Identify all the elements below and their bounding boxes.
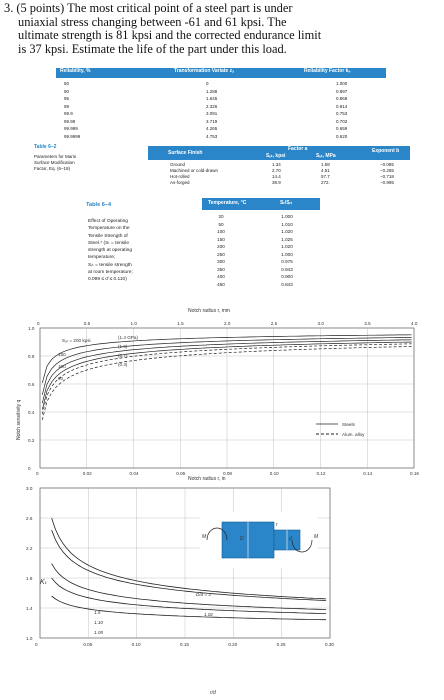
table-cell: 2.70 bbox=[272, 168, 281, 173]
question-line: uniaxial stress changing between -61 and 61 kpsi. The bbox=[18, 14, 287, 29]
table-cell: 99.9 bbox=[64, 111, 73, 116]
x-tick-label: 0.05 bbox=[83, 642, 93, 647]
x-tick-label: 0.10 bbox=[131, 642, 141, 647]
x-tick-label: 0.12 bbox=[316, 471, 326, 476]
shaft-diagram bbox=[200, 512, 319, 568]
table-cell: 4.753 bbox=[206, 133, 218, 139]
y-tick-label: 0.2 bbox=[28, 438, 35, 443]
table-cell: 150 bbox=[217, 236, 225, 242]
table-cell: 0.897 bbox=[336, 88, 348, 94]
y-tick-label: 0.6 bbox=[28, 382, 35, 387]
table-cell: 1.010 bbox=[281, 221, 293, 227]
desc-line: Surface Modification bbox=[34, 160, 75, 165]
table-cell: 2.326 bbox=[206, 103, 218, 109]
table-cell: 0.659 bbox=[336, 126, 348, 131]
desc-line: at room temperature; bbox=[88, 270, 133, 276]
table-cell: As-forged bbox=[170, 180, 190, 185]
desc-line: Sᵣₜ = tensile strength bbox=[88, 262, 132, 268]
table-cell: 0.814 bbox=[336, 103, 348, 109]
legend-steels-label: Steels bbox=[342, 422, 355, 427]
y-tick-label: 0 bbox=[28, 466, 31, 471]
desc-line: Factor, Eq. (6–19) bbox=[34, 166, 71, 171]
kt-y-label: Kₜ bbox=[40, 579, 47, 586]
y-tick-label: 0.8 bbox=[28, 354, 35, 359]
desc-line: Effect of Operating bbox=[88, 219, 128, 224]
legend-alum-label: Alum. alloy bbox=[342, 432, 365, 437]
curve-label: 100 bbox=[58, 364, 66, 369]
col-header: Reliability Factor kₑ bbox=[304, 68, 351, 74]
y-tick-label: 1.0 bbox=[26, 636, 33, 641]
table-cell: 39.9 bbox=[272, 180, 281, 185]
x-tick-label: 0.16 bbox=[410, 471, 419, 476]
kt-curve-label: D/d = 3 bbox=[196, 592, 211, 597]
y-tick-label: 3.0 bbox=[26, 486, 33, 491]
table-cell: 1.020 bbox=[281, 229, 293, 234]
table-title: Table 6–4 bbox=[86, 202, 112, 208]
table-cell: 57.7 bbox=[321, 174, 330, 179]
top-axis-label: Notch radius r, mm bbox=[188, 308, 230, 314]
col-header: Sᵤₜ, MPa bbox=[316, 153, 336, 159]
table-cell: 0.943 bbox=[281, 266, 293, 272]
col-header: Factor a bbox=[288, 146, 308, 152]
question-line: ultimate strength is 81 kpsi and the corrected endurance limit bbox=[18, 28, 322, 43]
top-tick-label: 2.0 bbox=[224, 321, 231, 326]
top-tick-label: 0 bbox=[37, 321, 40, 326]
table-cell: 4.51 bbox=[321, 168, 330, 173]
table-cell: 99 bbox=[64, 103, 70, 109]
curve-label: Sᵤₜ = 200 kpsi bbox=[62, 338, 91, 343]
table-cell: −0.265 bbox=[380, 168, 394, 173]
table-cell: 350 bbox=[217, 266, 225, 272]
top-tick-label: 4.0 bbox=[411, 321, 418, 326]
top-tick-label: 3.5 bbox=[364, 321, 371, 326]
table-cell: 1.000 bbox=[281, 214, 293, 219]
x-tick-label: 0.08 bbox=[223, 471, 232, 476]
kt-curve-label: 1.10 bbox=[94, 620, 103, 625]
curve-label: (0.4) bbox=[118, 362, 128, 367]
table-cell: 1.288 bbox=[206, 88, 218, 94]
table-cell: −0.718 bbox=[380, 174, 394, 179]
diameter-label-d-small: d bbox=[289, 536, 292, 542]
table-cell: 100 bbox=[217, 229, 225, 234]
bottom-axis-label: Notch radius r, in bbox=[188, 476, 226, 482]
top-tick-label: 1.5 bbox=[177, 321, 184, 326]
desc-line: Temperature on the bbox=[88, 226, 130, 232]
curve-label: (1.4 GPa) bbox=[118, 335, 138, 340]
table-cell: 0.868 bbox=[336, 96, 348, 101]
x-tick-label: 0.15 bbox=[180, 642, 189, 647]
fillet-radius-label: r bbox=[276, 522, 278, 528]
table-cell: 300 bbox=[217, 259, 225, 264]
col-header: Reliability, % bbox=[60, 68, 91, 74]
top-tick-label: 3.0 bbox=[317, 321, 324, 326]
y-tick-label: 1.8 bbox=[26, 576, 33, 581]
moment-label-left: M bbox=[202, 534, 207, 540]
table-cell: 3.719 bbox=[206, 118, 218, 124]
question-line: is 37 kpsi. Estimate the life of the part under this load. bbox=[18, 41, 287, 56]
table-cell: 95 bbox=[64, 96, 70, 101]
curve-label: 60 bbox=[58, 376, 64, 381]
table-cell: 400 bbox=[217, 274, 225, 279]
curve-label: (1.0) bbox=[118, 344, 128, 349]
table-cell: 250 bbox=[217, 251, 225, 257]
diameter-label-d-large: D bbox=[240, 536, 244, 542]
kt-curve-label: 1.02 bbox=[204, 612, 213, 617]
table-cell: 1.025 bbox=[281, 236, 293, 242]
x-tick-label: 0.25 bbox=[276, 642, 286, 647]
table-cell: 99.999 bbox=[64, 126, 78, 131]
curve-label: 150 bbox=[58, 352, 66, 357]
desc-line: Parameters for Marin bbox=[34, 154, 77, 159]
x-tick-label: 0.30 bbox=[325, 642, 334, 647]
x-tick-label: 0 bbox=[36, 471, 39, 476]
col-header: Surface Finish bbox=[168, 150, 203, 156]
desc-line: Steel.* (Sₜ = tensile bbox=[88, 240, 130, 246]
table-cell: 0.900 bbox=[281, 274, 293, 279]
table-cell: 450 bbox=[217, 281, 225, 287]
table-cell: 99.9999 bbox=[64, 133, 81, 139]
curve-label: (0.7) bbox=[118, 353, 128, 358]
top-tick-label: 2.5 bbox=[270, 321, 278, 326]
x-tick-label: 0.02 bbox=[82, 471, 92, 476]
desc-line: 0.099 ≤ σ̂ ≤ 0.110) bbox=[88, 277, 127, 283]
table-cell: 0.620 bbox=[336, 133, 348, 139]
table-cell: 1.000 bbox=[336, 81, 348, 86]
y-tick-label: 1.4 bbox=[26, 606, 33, 611]
y-tick-label: 1.0 bbox=[28, 326, 35, 331]
table-cell: Machined or cold-drawn bbox=[170, 168, 219, 173]
table-cell: 1.000 bbox=[281, 251, 293, 257]
table-cell: 1.58 bbox=[321, 162, 330, 167]
y-tick-label: 2.2 bbox=[26, 546, 33, 551]
kt-curve-label: 1.5 bbox=[94, 610, 101, 615]
table-cell: 1.020 bbox=[281, 244, 293, 249]
table-cell: 90 bbox=[64, 88, 70, 94]
col-header: Temperature, °C bbox=[208, 200, 247, 206]
table-cell: 0.975 bbox=[281, 259, 293, 264]
col-header: Sₜ/Sᵣₜ bbox=[280, 200, 293, 206]
question-line: 3. (5 points) The most critical point of a steel part is under bbox=[4, 1, 293, 15]
table-cell: 0.702 bbox=[336, 118, 348, 124]
moment-label-right: M bbox=[314, 534, 319, 540]
x-tick-label: 0.04 bbox=[129, 471, 139, 476]
kt-x-label: r/d bbox=[210, 690, 216, 696]
table-cell: 20 bbox=[218, 214, 224, 219]
table-cell: 200 bbox=[217, 244, 225, 249]
table-cell: −0.085 bbox=[380, 162, 394, 167]
table-cell: Ground bbox=[170, 162, 186, 167]
kt-curve bbox=[52, 564, 327, 610]
table-cell: 1.645 bbox=[206, 96, 218, 101]
table-cell: 3.091 bbox=[206, 111, 218, 116]
x-tick-label: 0.14 bbox=[363, 471, 373, 476]
col-header: Transformation Variate zₐ bbox=[174, 68, 234, 74]
table-cell: 14.4 bbox=[272, 174, 281, 179]
table-cell: 4.265 bbox=[206, 126, 218, 131]
table-cell: 1.34 bbox=[272, 162, 281, 167]
y-tick-label: 2.6 bbox=[26, 516, 33, 521]
desc-line: temperature; bbox=[88, 255, 116, 261]
x-tick-label: 0.06 bbox=[176, 471, 186, 476]
y-axis-label: Notch sensitivity q bbox=[16, 399, 22, 440]
kt-curve-label: 1.05 bbox=[94, 630, 103, 635]
table-cell: Hot-rolled bbox=[170, 174, 190, 179]
x-tick-label: 0.20 bbox=[228, 642, 238, 647]
x-tick-label: 0 bbox=[35, 642, 38, 647]
table-cell: 272. bbox=[321, 180, 330, 185]
col-header: Sᵤₜ, kpsi bbox=[266, 153, 286, 159]
table-cell: 0.843 bbox=[281, 281, 293, 287]
col-header: Exponent b bbox=[372, 148, 400, 154]
top-tick-label: 0.5 bbox=[83, 321, 91, 326]
table-cell: 99.99 bbox=[64, 118, 76, 124]
desc-line: strength at operating bbox=[88, 248, 133, 254]
table-title: Table 6–2 bbox=[34, 144, 57, 150]
table-cell: 0 bbox=[206, 81, 209, 86]
top-tick-label: 1.0 bbox=[130, 321, 137, 326]
x-tick-label: 0.10 bbox=[269, 471, 279, 476]
table-cell: 50 bbox=[64, 81, 70, 86]
y-tick-label: 0.4 bbox=[28, 410, 35, 415]
table-cell: 0.753 bbox=[336, 111, 348, 116]
table-cell: −0.995 bbox=[380, 180, 394, 185]
table-cell: 50 bbox=[218, 221, 224, 227]
desc-line: Tensile Strength of bbox=[88, 233, 128, 239]
